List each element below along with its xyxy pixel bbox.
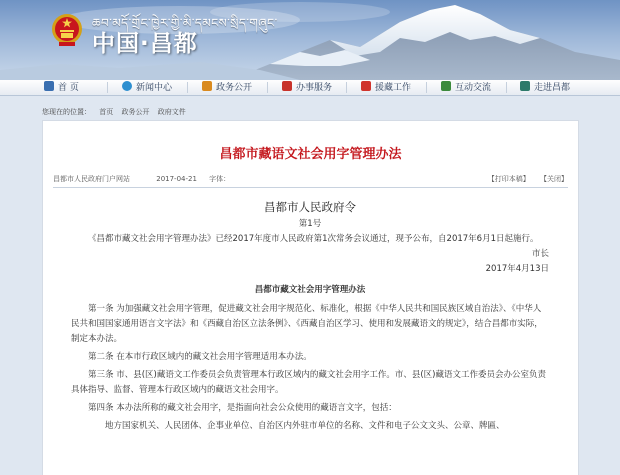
font-size-label[interactable]: 字体： [209, 175, 231, 183]
site-name-tibetan: ཆབ་མདོ་གྲོང་ཁྱེར་གྱི་མི་དམངས་སྲིད་གཞུང་ [92, 16, 278, 30]
close-button[interactable]: 【关闭】 [540, 175, 568, 183]
nav-label: 首 页 [58, 83, 79, 93]
nav-label: 走进昌都 [534, 83, 571, 93]
decree-title: 昌都市人民政府令 [264, 200, 356, 214]
nav-divider [506, 82, 507, 93]
breadcrumb-link-home[interactable]: 首页 [99, 108, 114, 116]
article-actions [480, 173, 568, 185]
nav-item-services[interactable] [282, 81, 332, 94]
article-clause-1: 第一条 为加强藏文社会用字管理，促进藏文社会用字规范化、标准化，根据《中华人民共和国民族区域自治法》、《中华人民共和国国家通用语言文字法》和《西藏自治区立法条例》、《西藏自治区学习、使用和发展藏语文的规定》，结合昌都市实际，制定本办法。 [71, 304, 543, 344]
signer: 市长 [531, 249, 549, 259]
article-meta [53, 173, 568, 185]
regulation-title: 昌都市藏文社会用字管理办法 [254, 285, 366, 295]
nav-label: 新闻中心 [136, 83, 173, 93]
nav-item-about-changdu[interactable] [520, 81, 570, 94]
globe-icon [122, 81, 132, 91]
nav-label: 互动交流 [455, 83, 492, 93]
meta-divider [53, 187, 568, 188]
nav-divider [426, 82, 427, 93]
main-nav [0, 80, 620, 96]
nav-label: 援藏工作 [375, 83, 412, 93]
article-clause-4: 第四条 本办法所称的藏文社会用字，是指面向社会公众使用的藏语言文字，包括： [88, 403, 397, 413]
site-banner [0, 0, 620, 80]
nav-divider [187, 82, 188, 93]
map-icon [520, 81, 530, 91]
decree-intro: 《昌都市藏文社会用字管理办法》已经2017年度市人民政府第1次常务会议通过，现予公布，自2017年6月1日起施行。 [88, 234, 539, 244]
nav-item-news[interactable] [122, 81, 172, 94]
users-icon [282, 81, 292, 91]
sign-date: 2017年4月13日 [485, 264, 549, 274]
nav-label: 政务公开 [216, 83, 253, 93]
flag-icon [361, 81, 371, 91]
nav-item-home[interactable] [44, 81, 79, 94]
site-name[interactable]: 中国·昌都 [92, 31, 198, 57]
article-clause-4-item-1: 地方国家机关、人民团体、企事业单位、自治区内外驻市单位的名称、文件和电子公文文头、公章、牌匾、 [105, 421, 505, 431]
breadcrumb-link-gov-affairs[interactable]: 政务公开 [121, 108, 150, 116]
article-body [71, 197, 549, 434]
article-clause-2: 第二条 在本市行政区域内的藏文社会用字管理适用本办法。 [88, 352, 312, 362]
nav-divider [267, 82, 268, 93]
print-button[interactable]: 【打印本稿】 [487, 175, 530, 183]
nav-item-aid-tibet[interactable] [361, 81, 411, 94]
nav-divider [107, 82, 108, 93]
breadcrumb [42, 105, 577, 119]
nav-divider [346, 82, 347, 93]
national-emblem-icon [50, 12, 84, 48]
chat-icon [441, 81, 451, 91]
breadcrumb-link-gov-docs[interactable]: 政府文件 [157, 108, 186, 116]
breadcrumb-prefix: 您现在的位置： [42, 108, 91, 116]
nav-item-gov-affairs[interactable] [202, 81, 252, 94]
home-icon [44, 81, 54, 91]
document-icon [202, 81, 212, 91]
article-source: 昌都市人民政府门户网站 [53, 175, 130, 183]
nav-item-interaction[interactable] [441, 81, 491, 94]
nav-label: 办事服务 [296, 83, 333, 93]
article-panel [42, 120, 579, 475]
article-date: 2017-04-21 [156, 175, 197, 183]
decree-number: 第1号 [298, 219, 322, 229]
article-title: 昌都市藏语文社会用字管理办法 [219, 147, 402, 162]
article-clause-3: 第三条 市、县(区)藏语文工作委员会负责管理本行政区域内的藏文社会用字工作。市、县(区)藏语文工作委员会办公室负责具体指导、监督、管理本行政区域内的藏语文社会用字。 [71, 370, 546, 395]
